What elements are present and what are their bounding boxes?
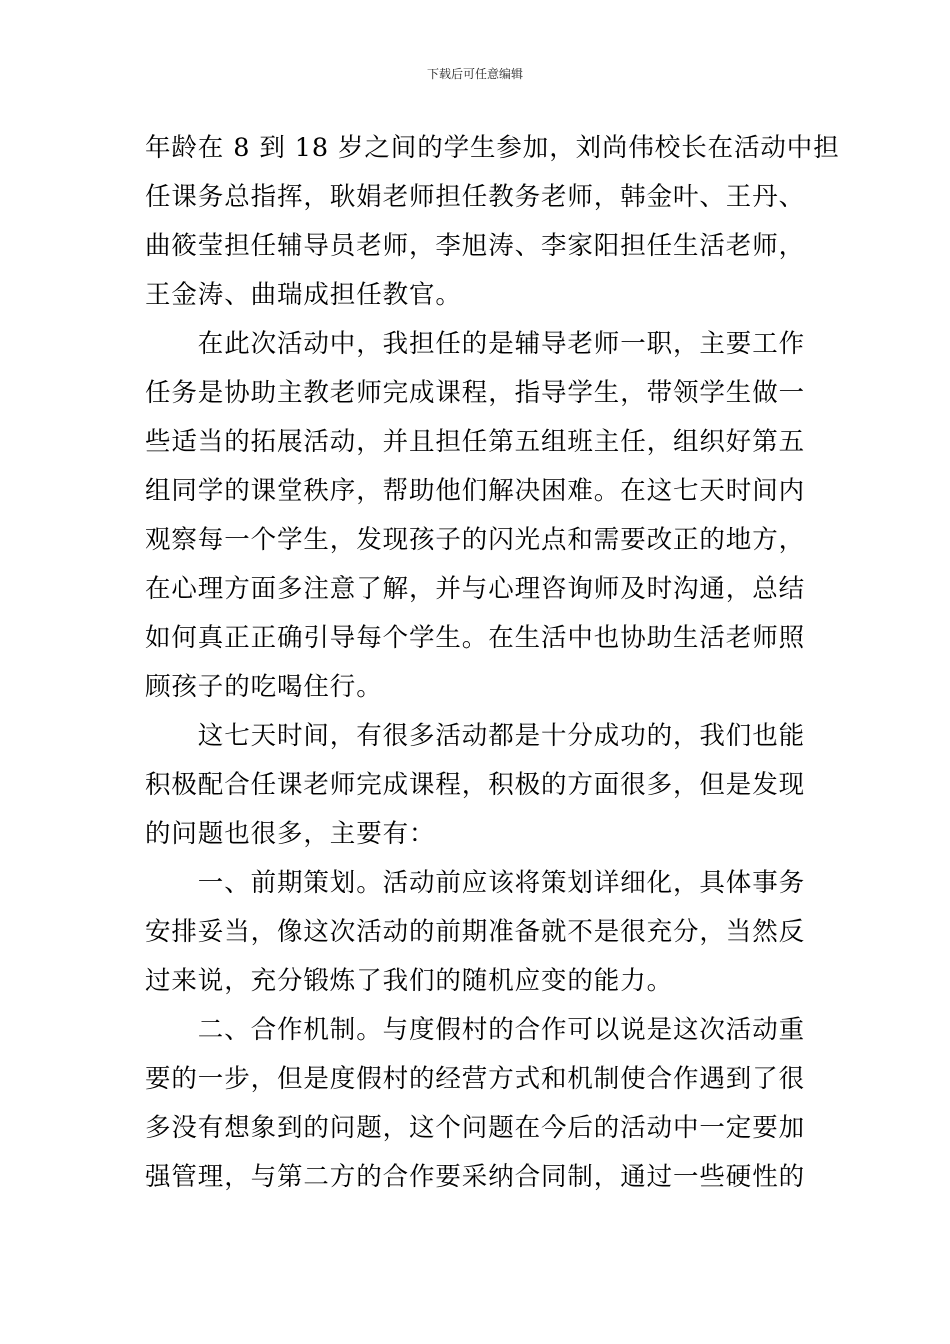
text-line: 一、前期策划。活动前应该将策划详细化，具体事务 bbox=[145, 868, 806, 898]
text-line: 曲筱莹担任辅导员老师，李旭涛、李家阳担任生活老师， bbox=[145, 231, 806, 261]
text-line: 观察每一个学生，发现孩子的闪光点和需要改正的地方， bbox=[145, 525, 806, 555]
text-line: 强管理，与第二方的合作要采纳合同制，通过一些硬性的 bbox=[145, 1162, 806, 1192]
document-body bbox=[145, 124, 840, 1202]
text-line: 王金涛、曲瑞成担任教官。 bbox=[145, 280, 462, 310]
header-note: 下载后可任意编辑 bbox=[426, 67, 523, 81]
text-line: 在心理方面多注意了解，并与心理咨询师及时沟通，总结 bbox=[145, 574, 806, 604]
text-line: 顾孩子的吃喝住行。 bbox=[145, 672, 383, 702]
text-line: 要的一步，但是度假村的经营方式和机制使合作遇到了很 bbox=[145, 1064, 806, 1094]
text-line: 任务是协助主教老师完成课程，指导学生，带领学生做一 bbox=[145, 378, 806, 408]
text-line: 二、合作机制。与度假村的合作可以说是这次活动重 bbox=[145, 1015, 806, 1045]
text-line: 在此次活动中，我担任的是辅导老师一职，主要工作 bbox=[145, 329, 806, 359]
text-line: 如何真正正确引导每个学生。在生活中也协助生活老师照 bbox=[145, 623, 806, 653]
text-line: 组同学的课堂秩序，帮助他们解决困难。在这七天时间内 bbox=[145, 476, 806, 506]
text-line: 多没有想象到的问题，这个问题在今后的活动中一定要加 bbox=[145, 1113, 806, 1143]
text-line: 安排妥当，像这次活动的前期准备就不是很充分，当然反 bbox=[145, 917, 806, 947]
text-line: 年龄在 8 到 18 岁之间的学生参加，刘尚伟校长在活动中担 bbox=[145, 133, 840, 163]
text-line: 任课务总指挥，耿娟老师担任教务老师，韩金叶、王丹、 bbox=[145, 182, 806, 212]
text-line: 的问题也很多，主要有： bbox=[145, 819, 436, 849]
text-line: 些适当的拓展活动，并且担任第五组班主任，组织好第五 bbox=[145, 427, 806, 457]
text-line: 积极配合任课老师完成课程，积极的方面很多，但是发现 bbox=[145, 770, 806, 800]
text-line: 过来说，充分锻炼了我们的随机应变的能力。 bbox=[145, 966, 674, 996]
text-line: 这七天时间，有很多活动都是十分成功的，我们也能 bbox=[145, 721, 806, 751]
